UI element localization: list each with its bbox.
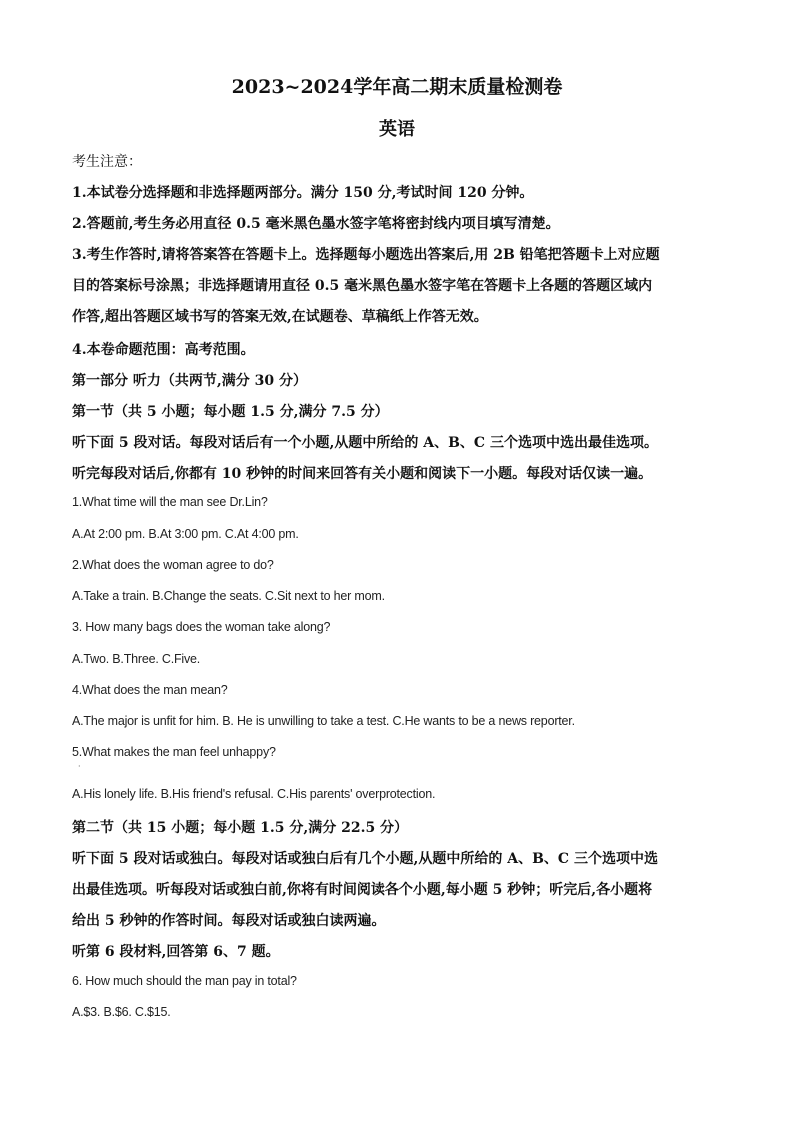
question-1: 1.What time will the man see Dr.Lin? [72,495,268,509]
notice-item-3-line-3: 作答,超出答题区域书写的答案无效,在试题卷、草稿纸上作答无效。 [72,309,488,325]
part1-heading: 第一部分 听力（共两节,满分 30 分） [72,373,307,389]
page-title: 2023~2024学年高二期末质量检测卷 [231,76,563,98]
section1-instruction-line-2: 听完每段对话后,你都有 10 秒钟的时间来回答有关小题和阅读下一小题。每段对话仅读一遍。 [72,466,653,482]
question-5: 5.What makes the man feel unhappy? [72,745,276,759]
section2-heading: 第二节（共 15 小题；每小题 1.5 分,满分 22.5 分） [72,820,409,836]
notice-heading: 考生注意： [72,154,142,170]
question-1-options: A.At 2:00 pm. B.At 3:00 pm. C.At 4:00 pm. [72,527,299,541]
section2-instruction-line-1: 听下面 5 段对话或独白。每段对话或独白后有几个小题,从题中所给的 A、B、C 三个选项中选 [72,851,658,867]
notice-item-2: 2.答题前,考生务必用直径 0.5 毫米黑色墨水签字笔将密封线内项目填写清楚。 [72,216,560,232]
material-6-instruction: 听第 6 段材料,回答第 6、7 题。 [72,944,280,960]
question-2-options: A.Take a train. B.Change the seats. C.Sit next to her mom. [72,589,385,603]
notice-item-3-line-2: 目的答案标号涂黑；非选择题请用直径 0.5 毫米黑色墨水签字笔在答题卡上各题的答题区域内 [72,278,653,294]
subject-title: 英语 [379,119,415,140]
question-3: 3. How many bags does the woman take along? [72,620,331,634]
question-3-options: A.Two. B.Three. C.Five. [72,652,201,666]
question-5-options: A.His lonely life. B.His friend's refusal. C.His parents' overprotection. [72,787,436,801]
question-6-options: A.$3. B.$6. C.$15. [72,1005,171,1019]
section2-instruction-line-3: 给出 5 秒钟的作答时间。每段对话或独白读两遍。 [72,913,386,929]
question-4-options: A.The major is unfit for him. B. He is unwilling to take a test. C.He wants to be a news reporter. [72,714,575,728]
section1-instruction-line-1: 听下面 5 段对话。每段对话后有一个小题,从题中所给的 A、B、C 三个选项中选出最佳选项。 [72,435,658,451]
section2-instruction-line-2: 出最佳选项。听每段对话或独白前,你将有时间阅读各个小题,每小题 5 秒钟；听完后,各小题将 [72,882,653,898]
notice-item-4: 4.本卷命题范围：高考范围。 [72,342,255,358]
question-6: 6. How much should the man pay in total? [72,974,297,988]
section1-heading: 第一节（共 5 小题；每小题 1.5 分,满分 7.5 分） [72,404,389,420]
question-4: 4.What does the man mean? [72,683,228,697]
question-2: 2.What does the woman agree to do? [72,558,274,572]
stray-mark: · [78,762,81,771]
notice-item-3-line-1: 3.考生作答时,请将答案答在答题卡上。选择题每小题选出答案后,用 2B 铅笔把答题卡上对应题 [72,247,660,263]
notice-item-1: 1.本试卷分选择题和非选择题两部分。满分 150 分,考试时间 120 分钟。 [72,185,534,201]
